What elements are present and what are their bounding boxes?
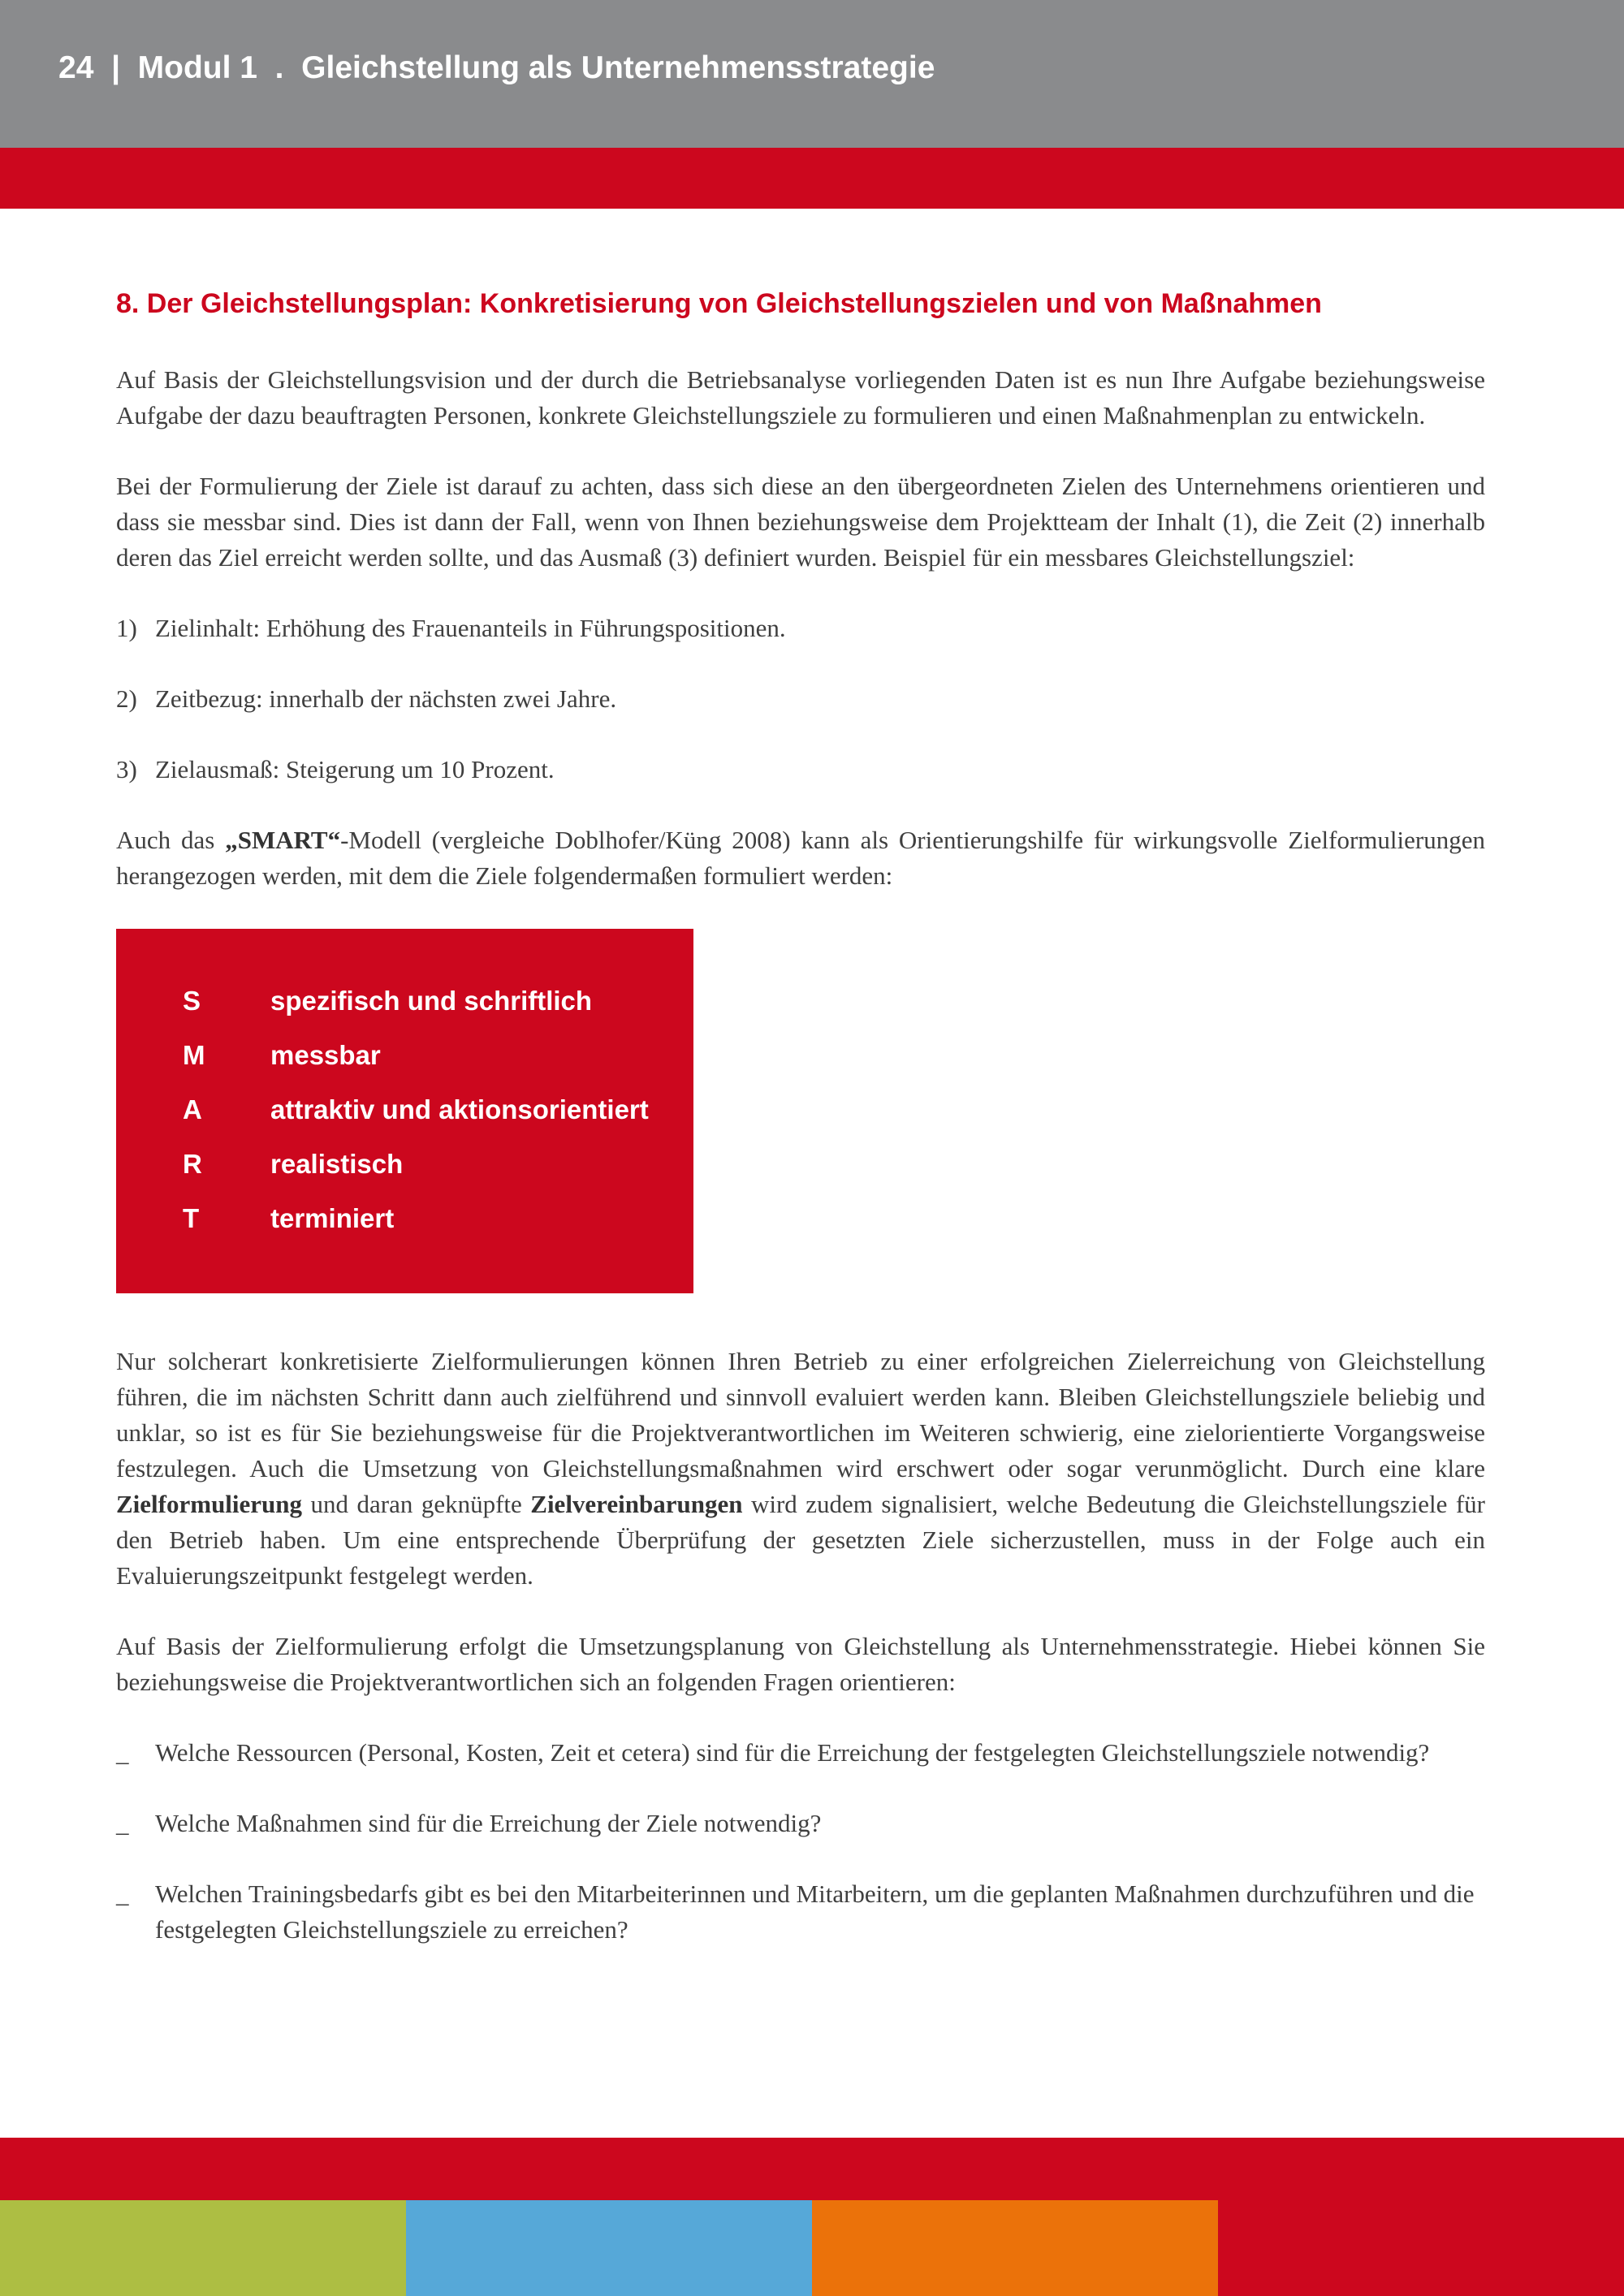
- item-number: 1): [116, 614, 137, 642]
- footer-green-block: [0, 2200, 406, 2296]
- paragraph-formulation: Bei der Formulierung der Ziele ist darauf zu achten, dass sich diese an den übergeordneten Zielen des Unternehmens orientieren und dass sie messbar sind. Dies ist dann der Fall, wenn von Ihnen beziehungsweise dem Projektteam der Inhalt (1), die Zeit (2) innerhalb deren das Ziel erreicht werden sollte, und das Ausmaß (3) definiert wurden. Beispiel für ein messbares Gleichstellungsziel:: [116, 472, 1485, 572]
- smart-meaning: terminiert: [270, 1203, 395, 1233]
- bullet-mark: _: [116, 1880, 129, 1908]
- section-title: 8. Der Gleichstellungsplan: Konkretisierung von Gleichstellungszielen und von Maßnahmen: [116, 288, 1322, 319]
- smart-row: [183, 1040, 693, 1094]
- smart-meaning: messbar: [270, 1040, 381, 1070]
- keyword-zielvereinbarungen: Zielvereinbarungen: [530, 1490, 743, 1518]
- smart-intro-text-cont: -Modell (vergleiche Doblhofer/Küng 2008) kann als Orientierungshilfe für wirkungsvolle Zielformulierungen herangezogen werden, mit dem die Ziele folgendermaßen formuliert werden:: [116, 826, 1485, 890]
- header-title: Gleichstellung als Unternehmensstrategie: [301, 50, 935, 85]
- item-text: Zeitbezug: innerhalb der nächsten zwei Jahre.: [155, 684, 617, 713]
- smart-letter: R: [183, 1149, 202, 1179]
- smart-letter: M: [183, 1040, 205, 1070]
- header-accent-band: [0, 148, 1624, 209]
- smart-meaning: spezifisch und schriftlich: [270, 986, 593, 1016]
- item-text: Zielausmaß: Steigerung um 10 Prozent.: [155, 755, 555, 783]
- header-dot: .: [274, 50, 284, 85]
- smart-row: [183, 1203, 693, 1258]
- header-separator: |: [111, 50, 120, 85]
- header-band: [0, 0, 1624, 148]
- main-content: [116, 288, 1485, 1983]
- numbered-list: [116, 611, 1485, 788]
- smart-box: [116, 929, 693, 1293]
- goal-text-part: und daran geknüpfte: [302, 1490, 531, 1518]
- running-header: [58, 50, 935, 86]
- question-list: [116, 1735, 1485, 1948]
- paragraph-intro: Auf Basis der Gleichstellungsvision und der durch die Betriebsanalyse vorliegenden Daten ist es nun Ihre Aufgabe beziehungsweise Aufgabe der dazu beauftragten Personen, konkrete Gleichstellungsziele zu formulieren und einen Maßnahmenplan zu entwickeln.: [116, 365, 1485, 429]
- footer-blue-block: [406, 2200, 812, 2296]
- smart-meaning: attraktiv und aktionsorientiert: [270, 1094, 649, 1124]
- paragraph-smart-intro: [116, 822, 1485, 894]
- smart-letter: T: [183, 1203, 200, 1233]
- page-number: 24: [58, 50, 94, 85]
- item-number: 2): [116, 684, 137, 713]
- smart-row: [183, 986, 693, 1040]
- bullet-mark: _: [116, 1738, 129, 1767]
- question-item: [116, 1806, 1485, 1841]
- smart-letter: S: [183, 986, 201, 1016]
- smart-intro-text: Auch das: [116, 826, 226, 854]
- question-text: Welche Ressourcen (Personal, Kosten, Zeit et cetera) sind für die Erreichung der festgelegten Gleichstellungsziele notwendig?: [155, 1738, 1430, 1767]
- numbered-item: [116, 611, 1485, 646]
- item-text: Zielinhalt: Erhöhung des Frauenanteils in Führungspositionen.: [155, 614, 786, 642]
- smart-keyword: „SMART“: [225, 826, 341, 854]
- question-item: [116, 1876, 1485, 1948]
- numbered-item: [116, 752, 1485, 788]
- paragraph-implementation: Auf Basis der Zielformulierung erfolgt die Umsetzungsplanung von Gleichstellung als Unternehmensstrategie. Hiebei können Sie beziehungsweise die Projektverantwortlichen sich an folgenden Fragen orientieren:: [116, 1632, 1485, 1696]
- keyword-zielformulierung: Zielformulierung: [116, 1490, 303, 1518]
- smart-row: [183, 1149, 693, 1203]
- question-item: [116, 1735, 1485, 1771]
- smart-row: [183, 1094, 693, 1149]
- numbered-item: [116, 681, 1485, 717]
- smart-meaning: realistisch: [270, 1149, 404, 1179]
- question-text: Welche Maßnahmen sind für die Erreichung der Ziele notwendig?: [155, 1809, 822, 1837]
- paragraph-goal-setting: [116, 1344, 1485, 1594]
- item-number: 3): [116, 755, 137, 783]
- goal-text-part: Nur solcherart konkretisierte Zielformulierungen können Ihren Betrieb zu einer erfolgreichen Zielerreichung von Gleichstellung führen, die im nächsten Schritt dann auch zielführend und sinnvoll evaluiert werden kann. Bleiben Gleichstellungsziele beliebig und unklar, so ist es für Sie beziehungsweise für die Projektverantwortlichen im Weiteren schwierig, eine zielorientierte Vorgangsweise festzulegen. Auch die Umsetzung von Gleichstellungsmaßnahmen wird erschwert oder sogar verunmöglicht. Durch eine klare: [116, 1347, 1485, 1482]
- bullet-mark: _: [116, 1809, 129, 1837]
- smart-letter: A: [183, 1094, 202, 1124]
- footer-orange-block: [812, 2200, 1218, 2296]
- goal-text-part: wird zudem signalisiert, welche Bedeutung die Gleichstellungsziele für den Betrieb haben. Um eine entsprechende Überprüfung der gesetzten Ziele sicherzustellen, muss in der Folge auch ein Evaluierungszeitpunkt festgelegt werden.: [116, 1490, 1486, 1590]
- module-label: Modul 1: [137, 50, 257, 85]
- question-text: Welchen Trainingsbedarfs gibt es bei den Mitarbeiterinnen und Mitarbeitern, um die geplanten Maßnahmen durchzuführen und die festgelegten Gleichstellungsziele zu erreichen?: [155, 1880, 1475, 1944]
